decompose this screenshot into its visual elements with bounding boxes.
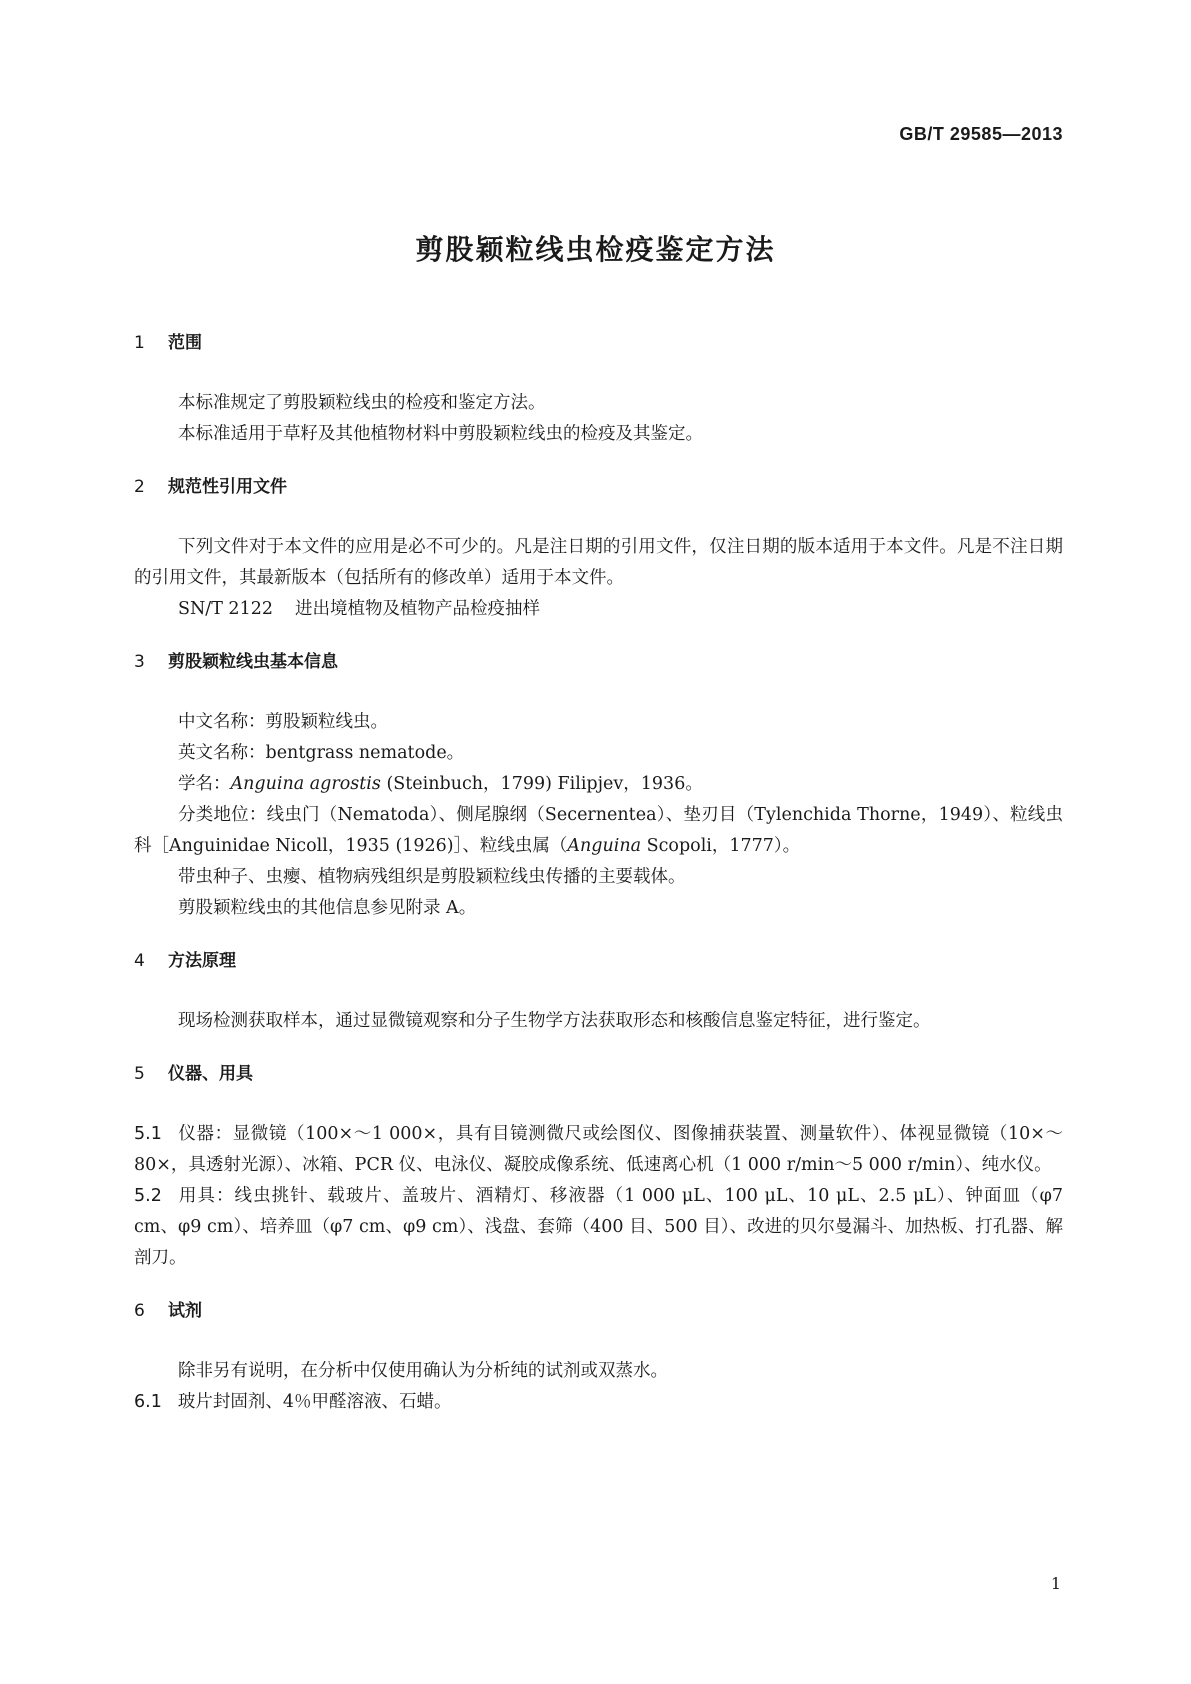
chinese-name: 中文名称：剪股颖粒线虫。: [178, 712, 388, 732]
section-scope: [134, 330, 1063, 450]
paragraph: 带虫种子、虫瘿、植物病残组织是剪股颖粒线虫传播的主要载体。: [178, 867, 686, 887]
section-reagents: [134, 1298, 1063, 1418]
section-heading: 5 仪器、用具: [134, 1064, 253, 1084]
paragraph: 下列文件对于本文件的应用是必不可少的。凡是注日期的引用文件，仅注日期的版本适用于本文件。凡是不注日期的引用文件，其最新版本（包括所有的修改单）适用于本文件。: [134, 537, 1063, 588]
page-number: 1: [1050, 1574, 1061, 1593]
scientific-name: 学名：Anguina agrostis (Steinbuch，1799) Filipjev，1936。: [178, 774, 703, 794]
section-basic-info: [134, 649, 1063, 924]
clause-6-1: 6.1 玻片封固剂、4％甲醛溶液、石蜡。: [134, 1392, 452, 1412]
paragraph: 剪股颖粒线虫的其他信息参见附录 A。: [178, 898, 477, 918]
section-heading: 2 规范性引用文件: [134, 477, 287, 497]
section-heading: 1 范围: [134, 333, 202, 353]
paragraph: 现场检测获取样本，通过显微镜观察和分子生物学方法获取形态和核酸信息鉴定特征，进行鉴定。: [178, 1011, 931, 1031]
section-heading: 3 剪股颖粒线虫基本信息: [134, 652, 338, 672]
paragraph: 本标准适用于草籽及其他植物材料中剪股颖粒线虫的检疫及其鉴定。: [178, 424, 703, 444]
section-instruments: [134, 1061, 1063, 1274]
section-heading: 4 方法原理: [134, 951, 236, 971]
section-heading: 6 试剂: [134, 1301, 202, 1321]
section-normative-references: [134, 474, 1063, 625]
clause-5-1: 5.1 仪器：显微镜（100×～1 000×，具有目镜测微尺或绘图仪、图像捕获装置、测量软件）、体视显微镜（10×～80×，具透射光源）、冰箱、PCR 仪、电泳仪、凝胶成像系统、低速离心机（1 000 r/min～5 000 r/min）、纯水仪。: [134, 1124, 1063, 1175]
standard-code: GB/T 29585—2013: [899, 124, 1063, 144]
reference-entry: SN/T 2122 进出境植物及植物产品检疫抽样: [178, 599, 540, 619]
english-name: 英文名称：bentgrass nematode。: [178, 743, 465, 763]
document-body: [134, 330, 1063, 1418]
paragraph: 除非另有说明，在分析中仅使用确认为分析纯的试剂或双蒸水。: [178, 1361, 668, 1381]
section-method-principle: [134, 948, 1063, 1037]
document-title: 剪股颖粒线虫检疫鉴定方法: [415, 233, 776, 266]
taxonomy: 分类地位：线虫门（Nematoda）、侧尾腺纲（Secernentea）、垫刃目（Tylenchida Thorne，1949）、粒线虫科［Anguinidae Nicoll，1935 (1926)］、粒线虫属（Anguina Scopoli，1777）。: [134, 805, 1063, 856]
clause-5-2: 5.2 用具：线虫挑针、载玻片、盖玻片、酒精灯、移液器（1 000 μL、100 μL、10 μL、2.5 μL）、钟面皿（φ7 cm、φ9 cm）、培养皿（φ7 cm、φ9 cm）、浅盘、套筛（400 目、500 目）、改进的贝尔曼漏斗、加热板、打孔器、解剖刀。: [134, 1186, 1063, 1268]
paragraph: 本标准规定了剪股颖粒线虫的检疫和鉴定方法。: [178, 393, 546, 413]
